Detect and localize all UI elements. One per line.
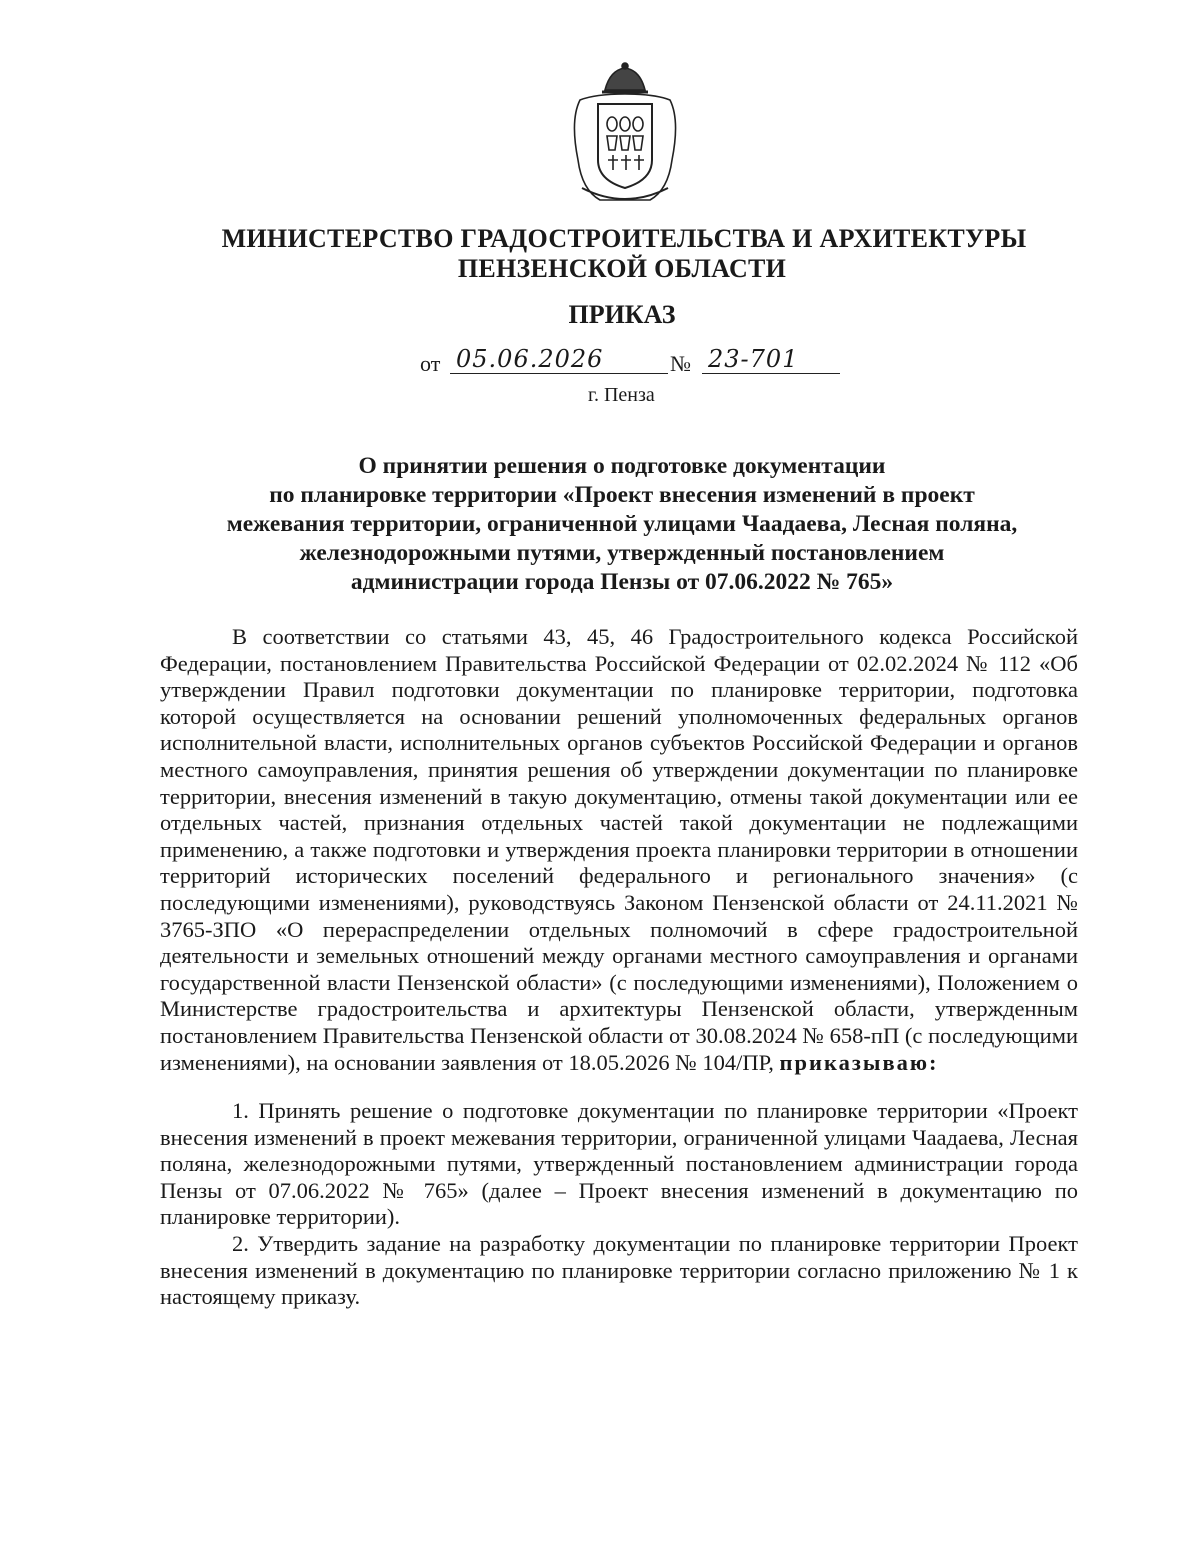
subject-line: по планировке территории «Проект внесения изменений в проект [269,482,975,508]
subject-line: О принятии решения о подготовке документации [358,453,886,479]
date-number-line [420,345,860,379]
ministry-name-line2: ПЕНЗЕНСКОЙ ОБЛАСТИ [457,254,787,283]
city: г. Пенза [588,384,655,406]
order-body [160,624,1078,1311]
number-prefix: № [670,351,691,376]
order-subject [140,452,1104,597]
date-prefix: от [420,351,441,376]
preamble-paragraph [160,624,1078,1076]
subject-line: администрации города Пензы от 07.06.2022 № 765» [350,569,894,595]
order-number: 23-701 [702,345,840,374]
penza-region-coat-of-arms-icon [560,60,690,210]
ministry-name-line1: МИНИСТЕРСТВО ГРАДОСТРОИТЕЛЬСТВА И АРХИТЕКТУРЫ [221,224,1027,253]
document-type: ПРИКАЗ [568,300,676,329]
order-word: приказываю: [779,1049,939,1075]
preamble-text: В соответствии со статьями 43, 45, 46 Градостроительного кодекса Российской Федерации, постановлением Правительства Российской Федерации от 02.02.2024 № 112 «Об утверждении Правил подготовки документации по планировке территории, подготовка которой осуществляется на основании решений уполномоченных федеральных органов исполнительной власти, исполнительных органов субъектов Российской Федерации и органов местного самоуправления, принятия решения об утверждении документации по планировке территории, внесения изменений в такую документацию, отмены такой документации или ее отдельных частей, признания отдельных частей такой документации не подлежащими применению, а также подготовки и утверждения проекта планировки территории в отношении территорий исторических поселений федерального и регионального значения» (с последующими изменениями), руководствуясь Законом Пензенской области от 24.11.2021 № 3765-ЗПО «О перераспределении отдельных полномочий в сфере градостроительной деятельности и земельных отношений между органами местного самоуправления и органами государственной власти Пензенской области» (с последующими изменениями), Положением о Министерстве градостроительства и архитектуры Пензенской области, утвержденным постановлением Правительства Пензенской области от 30.08.2024 № 658-пП (с последующими изменениями), на основании заявления от 18.05.2026 № 104/ПР, [160,624,1078,1075]
subject-line: межевания территории, ограниченной улицами Чаадаева, Лесная поляна, [226,511,1018,537]
item-1-paragraph: 1. Принять решение о подготовке документации по планировке территории «Проект внесения изменений в проект межевания территории, ограниченной улицами Чаадаева, Лесная поляна, железнодорожными путями, утвержденный постановлением администрации города Пензы от 07.06.2022 № 765» (далее – Проект внесения изменений в документацию по планировке территории). [160,1098,1078,1230]
subject-line: железнодорожными путями, утвержденный постановлением [299,540,945,566]
order-date: 05.06.2026 [450,345,668,374]
item-2-paragraph: 2. Утвердить задание на разработку документации по планировке территории Проект внесения изменений в документацию по планировке территории согласно приложению № 1 к настоящему приказу. [160,1231,1078,1310]
